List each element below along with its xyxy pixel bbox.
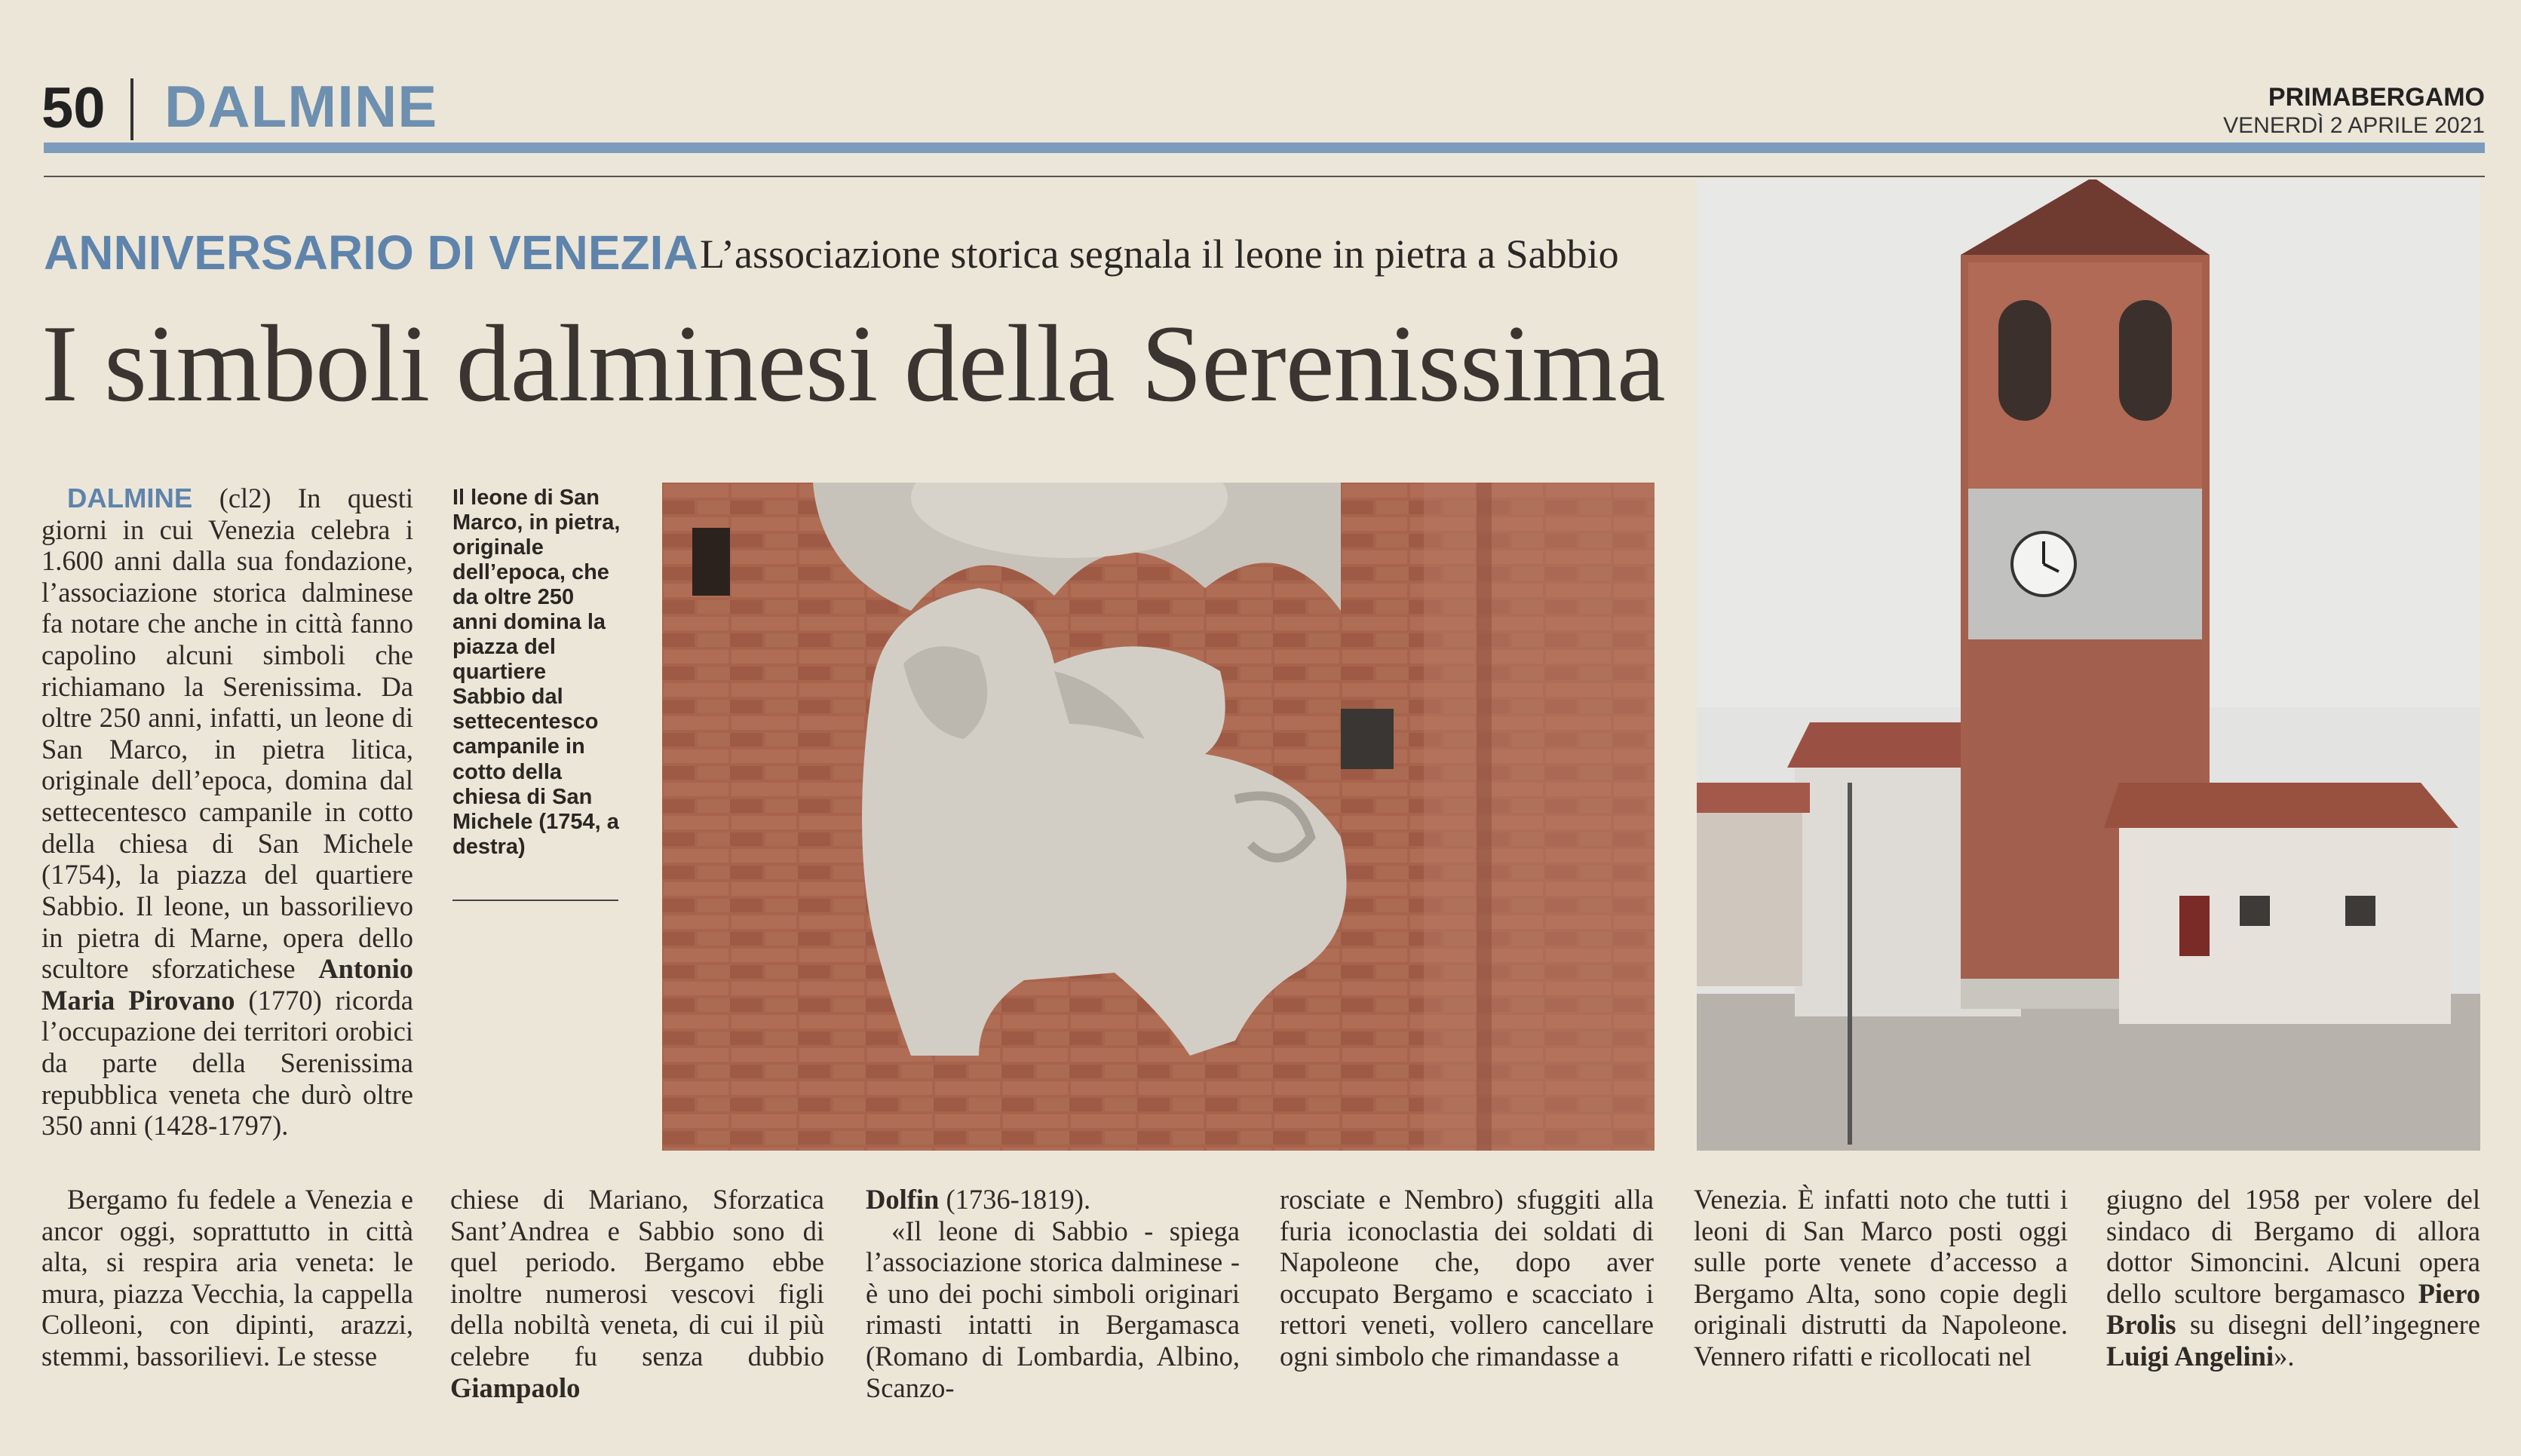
- article-column-1: [41, 483, 413, 1142]
- paragraph: giugno del 1958 per volere del sindaco di Bergamo di allora dottor Simoncini. Alcuni opera dello scultore bergamasco: [2106, 1184, 2480, 1309]
- lion-relief-photo: [662, 483, 1655, 1151]
- lead-text-end: (1770) ricorda l’occupazione dei territori orobici da parte della Serenissima repubblica veneta che durò oltre 350 anni (1428-1797).: [41, 984, 413, 1142]
- quote-end: ».: [2274, 1341, 2295, 1372]
- paragraph: Bergamo fu fedele a Venezia e ancor oggi, soprattutto in città alta, si respira aria veneta: le mura, piazza Vecchia, la cappella Colleoni, con dipinti, arazzi, stemmi, bassorilievi. Le stesse: [41, 1184, 413, 1372]
- article-column-4: [1280, 1184, 1654, 1372]
- sculptor2-name: Piero Brolis: [2106, 1277, 2481, 1341]
- engineer-name: Luigi Angelini: [2106, 1341, 2274, 1372]
- paragraph: «Il leone di Sabbio - spiega l’associazione storica dalminese - è uno dei pochi simboli originari rimasti intatti in Bergamasca (Romano di Lombardia, Albino, Scanzo-: [866, 1215, 1240, 1403]
- headline: I simboli dalminesi della Serenissima: [41, 302, 1665, 425]
- kicker: ANNIVERSARIO DI VENEZIA: [44, 225, 698, 280]
- article-column-5: [1694, 1184, 2068, 1372]
- paragraph: chiese di Mariano, Sforzatica Sant’Andrea e Sabbio sono di quel periodo. Bergamo ebbe inoltre numerosi vescovi figli della nobiltà veneta, di cui il più celebre fu senza dubbio: [450, 1184, 824, 1372]
- page-number: 50: [41, 76, 106, 140]
- caption-rule: [452, 900, 618, 901]
- bishop-surname: Dolfin: [866, 1184, 940, 1215]
- publication-name: PRIMABERGAMO: [2268, 83, 2485, 112]
- publication-date: VENERDÌ 2 APRILE 2021: [2223, 113, 2485, 138]
- article-column-3: [866, 1184, 1240, 1403]
- paragraph: Venezia. È infatti noto che tutti i leoni di San Marco posti oggi sulle porte venete d’accesso a Bergamo Alta, sono copie degli originali distrutti da Napoleone. Vennero rifatti e ricollocati nel: [1694, 1184, 2068, 1372]
- header-separator: [130, 78, 133, 140]
- bishop-dates: (1736-1819).: [946, 1184, 1091, 1215]
- header-rule: [44, 176, 2485, 177]
- bell-tower-icon: [1697, 179, 2480, 1151]
- bishop-name: Giampaolo: [450, 1372, 581, 1403]
- subtitle: L’associazione storica segnala il leone in pietra a Sabbio: [700, 231, 1619, 277]
- article-column-1b: [41, 1184, 413, 1372]
- paragraph: rosciate e Nembro) sfuggiti alla furia iconoclastia dei soldati di Napoleone che, dopo aver occupato Bergamo e scacciato i rettori veneti, vollero cancellare ogni simbolo che rimandasse a: [1280, 1184, 1654, 1372]
- sculptor-name: Antonio Maria Pirovano: [41, 953, 413, 1016]
- photo-caption: Il leone di San Marco, in pietra, originale dell’epoca, che da oltre 250 anni domina la piazza del quartiere Sabbio dal settecentesco campanile in cotto della chiesa di San Michele (1754, a destra): [452, 486, 621, 859]
- section-title: DALMINE: [164, 73, 438, 139]
- dateline: DALMINE: [67, 483, 193, 513]
- header-bar: [44, 143, 2485, 153]
- bell-tower-photo: [1697, 179, 2480, 1151]
- article-column-6: [2106, 1184, 2480, 1372]
- stone-lion-icon: [662, 483, 1655, 1151]
- paragraph-cont: su disegni dell’ingegnere: [2189, 1309, 2480, 1341]
- lead-text: In questi giorni in cui Venezia celebra i 1.600 anni dalla sua fondazione, l’associazione storica dalminese fa notare che anche in città fanno capolino alcuni simboli che richiamano la Serenissima. Da oltre 250 anni, infatti, un leone di San Marco, in pietra litica, originale dell’epoca, domina dal settecentesco campanile in cotto della chiesa di San Michele (1754), la piazza del quartiere Sabbio. Il leone, un bassorilievo in pietra di Marne, opera dello scultore sforzatichese: [41, 483, 414, 985]
- article-column-2: [450, 1184, 824, 1403]
- byline: (cl2): [219, 483, 271, 513]
